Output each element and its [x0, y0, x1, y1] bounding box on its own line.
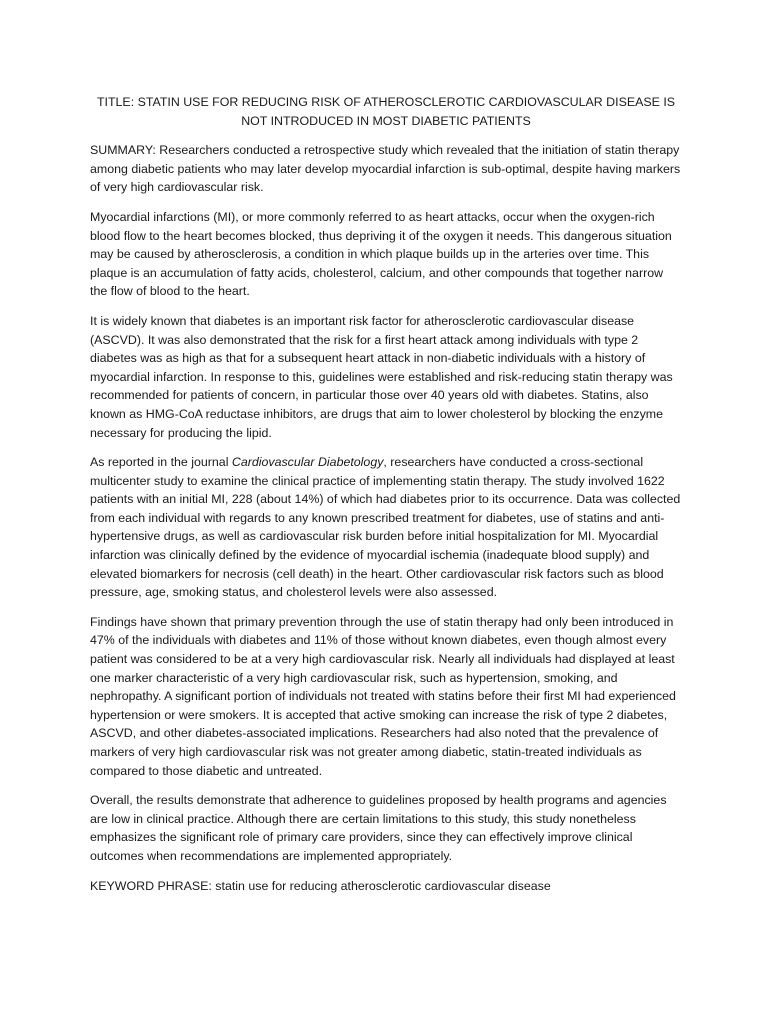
keyword-phrase: KEYWORD PHRASE: statin use for reducing atherosclerotic cardiovascular disease: [90, 878, 551, 893]
paragraph-3-body: , researchers have conducted a cross-sectional multicenter study to examine the clinical practice of implementing statin therapy. The study involved 1622 patients with an initial MI, 228 (about 14%) of which had diabetes prior to its occurrence. Data was collected from each individual with regards to any known prescribed treatment for diabetes, use of statins and anti-hypertensive drugs, as well as cardiovascular risk burden before initial hospitalization for MI. Myocardial infarction was clinically defined by the evidence of myocardial ischemia (inadequate blood supply) and elevated biomarkers for necrosis (cell death) in the heart. Other cardiovascular risk factors such as blood pressure, age, smoking status, and cholesterol levels were also assessed.: [90, 455, 681, 600]
journal-name: Cardiovascular Diabetology: [231, 455, 384, 470]
body-paragraph-3: [90, 453, 682, 602]
summary-paragraph: SUMMARY: Researchers conducted a retrospective study which revealed that the initiation of statin therapy among diabetic patients who may later develop myocardial infarction is sub-optimal, despite having markers of very high cardiovascular risk.: [90, 143, 681, 195]
body-paragraph-2: It is widely known that diabetes is an important risk factor for atherosclerotic cardiovascular disease (ASCVD). It was also demonstrated that the risk for a first heart attack among individuals with type 2 diabetes was as high as that for a subsequent heart attack in non-diabetic individuals with a history of myocardial infarction. In response to this, guidelines were established and risk-reducing statin therapy was recommended for patients of concern, in particular those over 40 years old with diabetes. Statins, also known as HMG-CoA reductase inhibitors, are drugs that aim to lower cholesterol by blocking the enzyme necessary for producing the lipid.: [90, 313, 673, 440]
body-paragraph-1: Myocardial infarctions (MI), or more commonly referred to as heart attacks, occur when the oxygen-rich blood flow to the heart becomes blocked, thus depriving it of the oxygen it needs. This dangerous situation may be caused by atherosclerosis, a condition in which plaque builds up in the arteries over time. This plaque is an accumulation of fatty acids, cholesterol, calcium, and other compounds that together narrow the flow of blood to the heart.: [90, 209, 672, 299]
paragraph-3-intro: As reported in the journal: [90, 455, 232, 470]
body-paragraph-4: Findings have shown that primary prevention through the use of statin therapy had only been introduced in 47% of the individuals with diabetes and 11% of those without known diabetes, even though almost every patient was considered to be at a very high cardiovascular risk. Nearly all individuals had displayed at least one marker characteristic of a very high cardiovascular risk, such as hypertension, smoking, and nephropathy. A significant portion of individuals not treated with statins before their first MI had experienced hypertension or were smokers. It is accepted that active smoking can increase the risk of type 2 diabetes, ASCVD, and other diabetes-associated implications. Researchers had also noted that the prevalence of markers of very high cardiovascular risk was not greater among diabetic, statin-treated individuals as compared to those diabetic and untreated.: [90, 614, 676, 778]
document-title: TITLE: STATIN USE FOR REDUCING RISK OF ATHEROSCLEROTIC CARDIOVASCULAR DISEASE IS NOT INTRODUCED IN MOST DIABETIC PATIENTS: [96, 95, 676, 128]
document-page: [90, 93, 682, 895]
body-paragraph-5: Overall, the results demonstrate that adherence to guidelines proposed by health programs and agencies are low in clinical practice. Although there are certain limitations to this study, this study nonetheless emphasizes the significant role of primary care providers, since they can effectively improve clinical outcomes when recommendations are implemented appropriately.: [90, 793, 667, 863]
